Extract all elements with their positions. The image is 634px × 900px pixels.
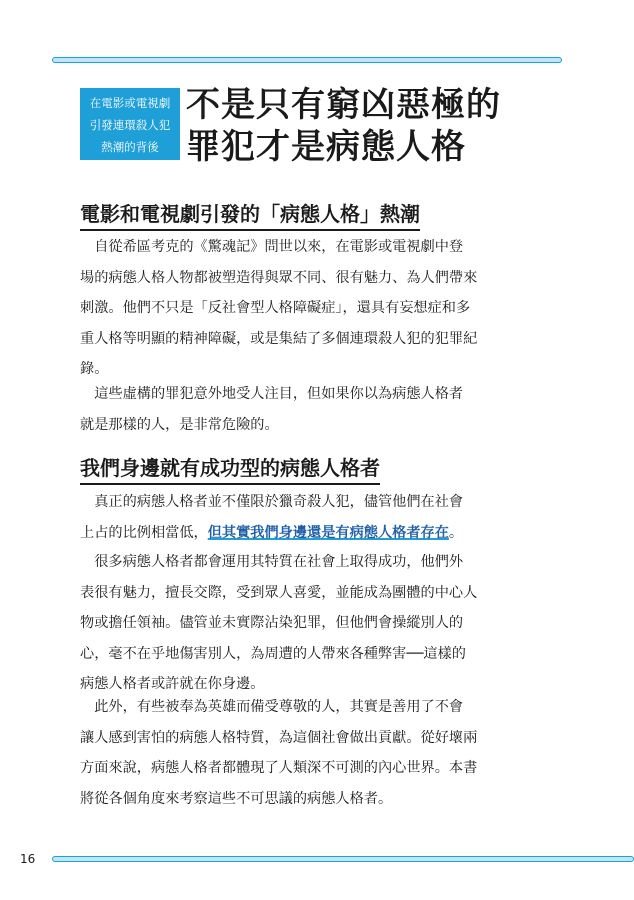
text-line: 讓人感到害怕的病態人格特質，為這個社會做出貢獻。從好壞兩: [80, 729, 478, 746]
text-line: 病態人格者或許就在你身邊。: [80, 676, 265, 692]
text-span: 。: [448, 524, 464, 541]
text-line: 刺激。他們不只是「反社會型人格障礙症」，還具有妄想症和多: [80, 300, 471, 316]
section-heading: 電影和電視劇引發的「病態人格」熱潮: [80, 202, 420, 231]
text-span: 上占的比例相當低，: [80, 524, 208, 541]
paragraph: [80, 487, 540, 548]
text-line: 很多病態人格者都會運用其特質在社會上取得成功，他們外: [80, 554, 464, 570]
chapter-tag-line: 引發連環殺人犯: [89, 118, 171, 132]
text-line: 真正的病態人格者並不僅限於獵奇殺人犯，儘管他們在社會: [80, 494, 464, 510]
chapter-tag-line: 熱潮的背後: [101, 140, 159, 154]
chapter-tag-line: 在電影或電視劇: [89, 96, 171, 110]
text-line: 自從希區考克的《驚魂記》問世以來，在電影或電視劇中登: [80, 239, 464, 255]
emphasis-text: 但其實我們身邊還是有病態人格者存在: [207, 524, 449, 541]
paragraph: [80, 692, 540, 814]
text-line: 物或擔任領袖。儘管並未實際沾染犯罪，但他們會操縱別人的: [80, 615, 464, 631]
page-title-line: 不是只有窮凶惡極的: [186, 85, 501, 125]
text-line: 重人格等明顯的精神障礙，或是集結了多個連環殺人犯的犯罪紀: [80, 330, 478, 347]
page-title-line: 罪犯才是病態人格: [186, 127, 466, 167]
text-line: 方面來說，病態人格者都體現了人類深不可測的內心世界。本書: [80, 760, 478, 776]
paragraph: [80, 547, 540, 700]
top-rule: [52, 57, 562, 63]
text-line: 這些虛構的罪犯意外地受人注目，但如果你以為病態人格者: [80, 386, 464, 402]
text-line: 此外，有些被奉為英雄而備受尊敬的人，其實是善用了不會: [80, 699, 464, 715]
text-line: 將從各個角度來考察這些不可思議的病態人格者。: [80, 790, 393, 807]
paragraph: [80, 232, 540, 385]
bottom-rule: [52, 856, 634, 862]
chapter-tag: [80, 88, 180, 160]
text-line: 錄。: [80, 361, 109, 377]
text-line: 場的病態人格人物都被塑造得與眾不同、很有魅力、為人們帶來: [80, 269, 478, 286]
text-line: [80, 518, 540, 549]
text-line: 就是那樣的人，是非常危險的。: [80, 416, 279, 433]
paragraph: [80, 379, 540, 440]
text-line: 心，毫不在乎地傷害別人，為周遭的人帶來各種弊害──這樣的: [80, 645, 466, 662]
text-line: 表很有魅力，擅長交際，受到眾人喜愛，並能成為團體的中心人: [80, 584, 478, 601]
page-title: [186, 84, 501, 168]
page-number: 16: [20, 852, 36, 866]
section-heading: 我們身邊就有成功型的病態人格者: [80, 456, 380, 485]
